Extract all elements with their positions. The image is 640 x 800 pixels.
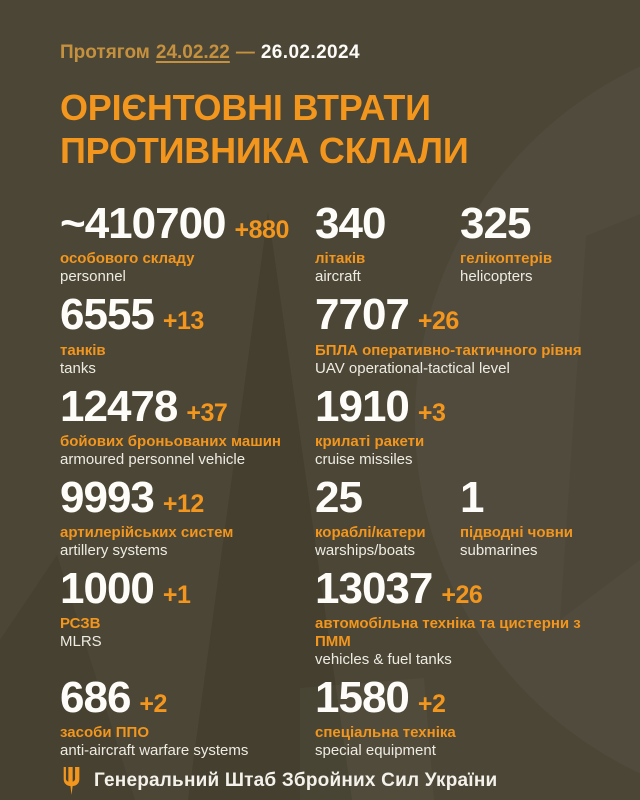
trident-icon [60,767,81,795]
stat-label-en: armoured personnel vehicle [60,450,246,468]
period-dash: — [235,42,255,63]
stats-row-6 [60,672,610,760]
stat-label-ua: засоби ППО [60,724,149,742]
footer [60,767,610,795]
stat-label-en: personnel [60,268,126,286]
stat-delta: +37 [186,398,228,427]
stat-label-en: submarines [460,541,538,559]
stats-row-1 [60,199,610,286]
stat-value: 7707 [315,290,409,340]
source-org: Генеральний Штаб Збройних Сил України [94,770,498,792]
stat-cruise-missiles [315,381,610,469]
stat-label-en: helicopters [460,268,533,286]
stat-anti-aircraft [60,672,315,760]
stat-delta: +26 [417,307,459,336]
stat-artillery [60,472,315,560]
stat-value: 1000 [60,563,154,613]
stat-label-ua: РСЗВ [60,614,101,632]
stat-delta: +880 [234,216,289,245]
stat-label-ua: особового складу [60,250,195,268]
stat-value: 25 [315,472,362,522]
stat-delta: +13 [162,307,204,336]
stat-helicopters [460,199,610,286]
stat-label-ua: артилерійських систем [60,523,234,541]
stat-delta: +26 [441,580,483,609]
stat-label-en: artillery systems [60,541,168,559]
stat-label-ua: БПЛА оперативно-тактичного рівня [315,341,582,359]
stat-label-en: warships/boats [315,541,416,559]
stat-delta: +2 [139,689,167,718]
stat-delta: +1 [162,580,191,609]
stat-delta: +2 [417,689,446,718]
stat-label-en: cruise missiles [315,450,413,468]
stat-value: 325 [460,199,531,249]
stat-label-en: tanks [60,359,96,377]
stat-label-ua: автомобільна техніка та цистерни з ПММ [315,614,581,650]
stat-label-ua: гелікоптерів [460,250,553,268]
stat-label-en: aircraft [315,268,361,286]
stat-label-ua: крилаті ракети [315,432,425,450]
stat-label-ua: бойових броньованих машин [60,432,281,450]
stat-value: 686 [60,672,131,722]
stat-tanks [60,290,315,377]
title-line-2: ПРОТИВНИКА СКЛАЛИ [60,130,469,172]
report-period [60,42,610,64]
stat-delta: +3 [417,398,446,427]
losses-grid [60,199,610,760]
title-line-1: ОРІЄНТОВНІ ВТРАТИ [60,87,431,128]
stat-value: 1580 [315,672,409,722]
stat-value: ~410700 [60,199,226,249]
stat-value: 12478 [60,381,178,431]
stat-label-en: MLRS [60,632,102,650]
stat-value: 1910 [315,381,409,431]
stat-special-equipment [315,672,610,760]
stat-label-en: vehicles & fuel tanks [315,650,452,668]
stat-label-ua: кораблі/катери [315,523,426,541]
stat-label-ua: літаків [315,250,366,268]
page-title [60,86,610,172]
period-date-from: 24.02.22 [155,42,230,63]
stat-submarines [460,472,610,560]
stat-mlrs [60,563,315,669]
stat-value: 1 [460,472,484,522]
stats-row-3 [60,381,610,469]
stat-label-en: anti-aircraft warfare systems [60,742,249,760]
stat-personnel [60,199,315,286]
period-date-to: 26.02.2024 [260,42,360,63]
stat-value: 9993 [60,472,154,522]
stat-apv [60,381,315,469]
stat-uav [315,290,610,377]
period-prefix: Протягом [60,42,150,63]
stats-row-2 [60,290,610,377]
stat-value: 13037 [315,563,433,613]
stat-vehicles-fuel [315,563,610,669]
stat-label-ua: танків [60,341,106,359]
stats-row-4 [60,472,610,560]
stats-row-5 [60,563,610,669]
stat-label-en: special equipment [315,742,436,760]
stat-aircraft [315,199,460,286]
stat-value: 6555 [60,290,154,340]
stat-label-en: UAV operational-tactical level [315,359,510,377]
stat-warships [315,472,460,560]
stat-delta: +12 [162,489,204,518]
stat-value: 340 [315,199,386,249]
stat-label-ua: спеціальна техніка [315,724,456,742]
stat-label-ua: підводні човни [460,523,574,541]
